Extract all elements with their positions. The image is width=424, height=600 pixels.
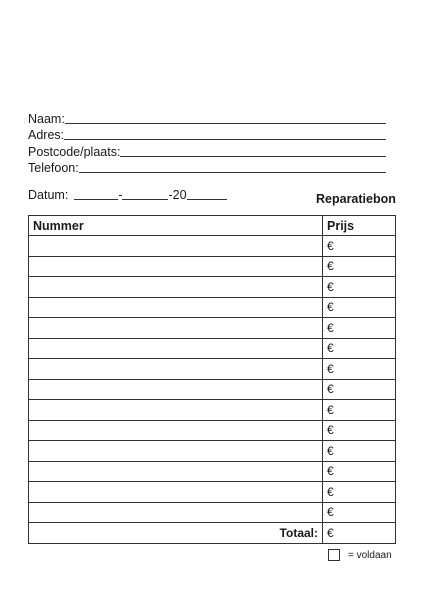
price-cell[interactable]: €: [323, 318, 396, 339]
number-cell[interactable]: [29, 277, 323, 298]
table-row: [29, 277, 396, 298]
table-row: [29, 256, 396, 277]
total-price-cell[interactable]: €: [323, 523, 396, 544]
number-column-header: Nummer: [29, 216, 323, 236]
phone-field[interactable]: [28, 159, 386, 175]
number-cell[interactable]: [29, 400, 323, 421]
price-cell[interactable]: €: [323, 359, 396, 380]
number-cell[interactable]: [29, 441, 323, 462]
number-cell[interactable]: [29, 359, 323, 380]
date-label: Datum:: [28, 188, 69, 202]
price-cell[interactable]: €: [323, 482, 396, 503]
table-row: [29, 461, 396, 482]
number-cell[interactable]: [29, 502, 323, 523]
legend: [328, 549, 392, 561]
date-sep-1: -: [118, 188, 123, 202]
postcode-field[interactable]: [28, 143, 386, 159]
price-cell[interactable]: €: [323, 236, 396, 257]
postcode-line[interactable]: [120, 156, 386, 157]
price-cell[interactable]: €: [323, 502, 396, 523]
price-cell[interactable]: €: [323, 420, 396, 441]
price-cell[interactable]: €: [323, 297, 396, 318]
number-cell[interactable]: [29, 236, 323, 257]
table-row: [29, 400, 396, 421]
price-cell[interactable]: €: [323, 441, 396, 462]
number-cell[interactable]: [29, 461, 323, 482]
total-label: Totaal:: [29, 523, 323, 544]
address-line[interactable]: [64, 139, 386, 140]
price-cell[interactable]: €: [323, 338, 396, 359]
price-column-header: Prijs: [323, 216, 396, 236]
table-row: [29, 318, 396, 339]
table-row: [29, 420, 396, 441]
name-field[interactable]: [28, 110, 386, 126]
table-row: [29, 236, 396, 257]
name-label: Naam:: [28, 112, 65, 126]
table-row: [29, 379, 396, 400]
table-row: [29, 297, 396, 318]
price-cell[interactable]: €: [323, 256, 396, 277]
repair-table: [28, 215, 396, 544]
table-row: [29, 502, 396, 523]
number-cell[interactable]: [29, 338, 323, 359]
price-cell[interactable]: €: [323, 379, 396, 400]
date-year-line[interactable]: [187, 199, 227, 200]
number-cell[interactable]: [29, 256, 323, 277]
phone-label: Telefoon:: [28, 161, 79, 175]
table-header-row: [29, 216, 396, 236]
number-cell[interactable]: [29, 482, 323, 503]
phone-line[interactable]: [79, 172, 386, 173]
form-title: Reparatiebon: [316, 192, 396, 206]
date-field[interactable]: [28, 186, 238, 202]
price-cell[interactable]: €: [323, 400, 396, 421]
number-cell[interactable]: [29, 297, 323, 318]
postcode-label: Postcode/plaats:: [28, 145, 121, 159]
table-row: [29, 441, 396, 462]
number-cell[interactable]: [29, 318, 323, 339]
price-cell[interactable]: €: [323, 461, 396, 482]
date-month-line[interactable]: [122, 199, 168, 200]
number-cell[interactable]: [29, 379, 323, 400]
table-body: [29, 236, 396, 544]
date-sep-2: -20: [168, 188, 187, 202]
name-line[interactable]: [65, 123, 386, 124]
address-label: Adres:: [28, 128, 65, 142]
paid-checkbox[interactable]: [328, 549, 340, 561]
table-row: [29, 338, 396, 359]
table-row: [29, 482, 396, 503]
address-field[interactable]: [28, 126, 386, 142]
number-cell[interactable]: [29, 420, 323, 441]
legend-text: = voldaan: [348, 549, 392, 561]
total-row: [29, 523, 396, 544]
price-cell[interactable]: €: [323, 277, 396, 298]
date-day-line[interactable]: [74, 199, 118, 200]
table-row: [29, 359, 396, 380]
